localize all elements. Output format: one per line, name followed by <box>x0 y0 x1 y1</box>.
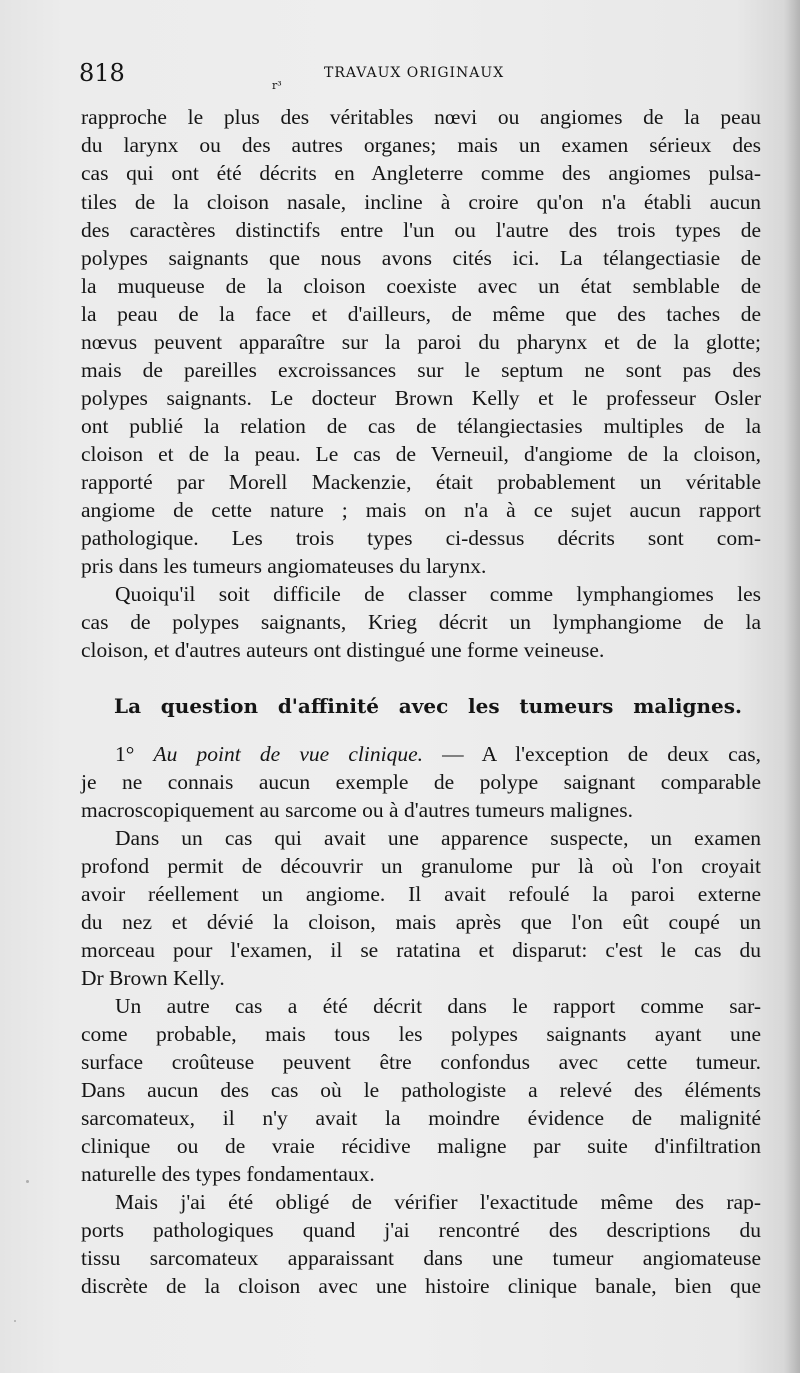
text-line: rapproche le plus des véritables nœvi ou angiomes de la peau <box>81 105 761 129</box>
text-line: Quoiqu'il soit difficile de classer comme lymphangiomes les <box>115 582 761 606</box>
paper-speck <box>14 1320 16 1322</box>
text-line: nœvus peuvent apparaître sur la paroi du pharynx et de la glotte; <box>81 330 761 354</box>
header-mark: r³ <box>272 79 282 92</box>
paper-speck <box>26 1180 29 1183</box>
text-line: la peau de la face et d'ailleurs, de même que des taches de <box>81 302 761 326</box>
text-line: angiome de cette nature ; mais on n'a à ce sujet aucun rapport <box>81 498 761 522</box>
text-line: polypes saignants. Le docteur Brown Kelly et le professeur Osler <box>81 386 761 410</box>
text-line: macroscopiquement au sarcome ou à d'autres tumeurs malignes. <box>81 798 633 822</box>
text-line: sarcomateux, il n'y avait la moindre évidence de malignité <box>81 1106 761 1130</box>
text-line: come probable, mais tous les polypes saignants ayant une <box>81 1022 761 1046</box>
text-line: cas qui ont été décrits en Angleterre comme des angiomes pulsa- <box>81 161 761 185</box>
text-line: Dr Brown Kelly. <box>81 966 225 990</box>
text-line: ont publié la relation de cas de télangiectasies multiples de la <box>81 414 761 438</box>
text-line: polypes saignants que nous avons cités ici. La télangectiasie de <box>81 246 761 270</box>
text-line: du nez et dévié la cloison, mais après que l'on eût coupé un <box>81 910 761 934</box>
text-line: du larynx ou des autres organes; mais un examen sérieux des <box>81 133 761 157</box>
text-line: ports pathologiques quand j'ai rencontré des descriptions du <box>81 1218 761 1242</box>
text-line: avoir réellement un angiome. Il avait refoulé la paroi externe <box>81 882 761 906</box>
italic-phrase: Au point de vue clinique. <box>153 742 424 766</box>
text-line: profond permit de découvrir un granulome pur là où l'on croyait <box>81 854 761 878</box>
text-line: Mais j'ai été obligé de vérifier l'exactitude même des rap- <box>115 1190 761 1214</box>
text-line: naturelle des types fondamentaux. <box>81 1162 375 1186</box>
text-line: tissu sarcomateux apparaissant dans une tumeur angiomateuse <box>81 1246 761 1270</box>
text-line: cloison, et d'autres auteurs ont distingué une forme veineuse. <box>81 638 605 662</box>
text-line: je ne connais aucun exemple de polype saignant comparable <box>81 770 761 794</box>
text-line: cas de polypes saignants, Krieg décrit un lymphangiome de la <box>81 610 761 634</box>
text-line: la muqueuse de la cloison coexiste avec un état semblable de <box>81 274 761 298</box>
text-line: mais de pareilles excroissances sur le septum ne sont pas des <box>81 358 761 382</box>
text-line: des caractères distinctifs entre l'un ou l'autre des trois types de <box>81 218 761 242</box>
text-line: discrète de la cloison avec une histoire clinique banale, bien que <box>81 1274 761 1298</box>
text-line: morceau pour l'examen, il se ratatina et disparut: c'est le cas du <box>81 938 761 962</box>
text-line: clinique ou de vraie récidive maligne par suite d'infiltration <box>81 1134 761 1158</box>
text-line: cloison et de la peau. Le cas de Verneuil, d'angiome de la cloison, <box>81 442 761 466</box>
text-fragment: — A l'exception de deux cas, <box>423 742 761 766</box>
enumeration: 1° <box>115 742 154 766</box>
section-heading: La question d'affinité avec les tumeurs malignes. <box>114 694 742 718</box>
text-line: Dans un cas qui avait une apparence suspecte, un examen <box>115 826 761 850</box>
page-edge-shadow <box>784 0 800 1373</box>
text-line: tiles de la cloison nasale, incline à croire qu'on n'a établi aucun <box>81 190 761 214</box>
page-number: 818 <box>79 59 125 87</box>
text-line: rapporté par Morell Mackenzie, était probablement un véritable <box>81 470 761 494</box>
text-line: pathologique. Les trois types ci-dessus décrits sont com- <box>81 526 761 550</box>
text-line <box>115 740 761 768</box>
text-line: pris dans les tumeurs angiomateuses du larynx. <box>81 554 487 578</box>
running-title: TRAVAUX ORIGINAUX <box>324 65 505 81</box>
text-line: surface croûteuse peuvent être confondus avec cette tumeur. <box>81 1050 761 1074</box>
text-line: Dans aucun des cas où le pathologiste a relevé des éléments <box>81 1078 761 1102</box>
text-line: Un autre cas a été décrit dans le rapport comme sar- <box>115 994 761 1018</box>
